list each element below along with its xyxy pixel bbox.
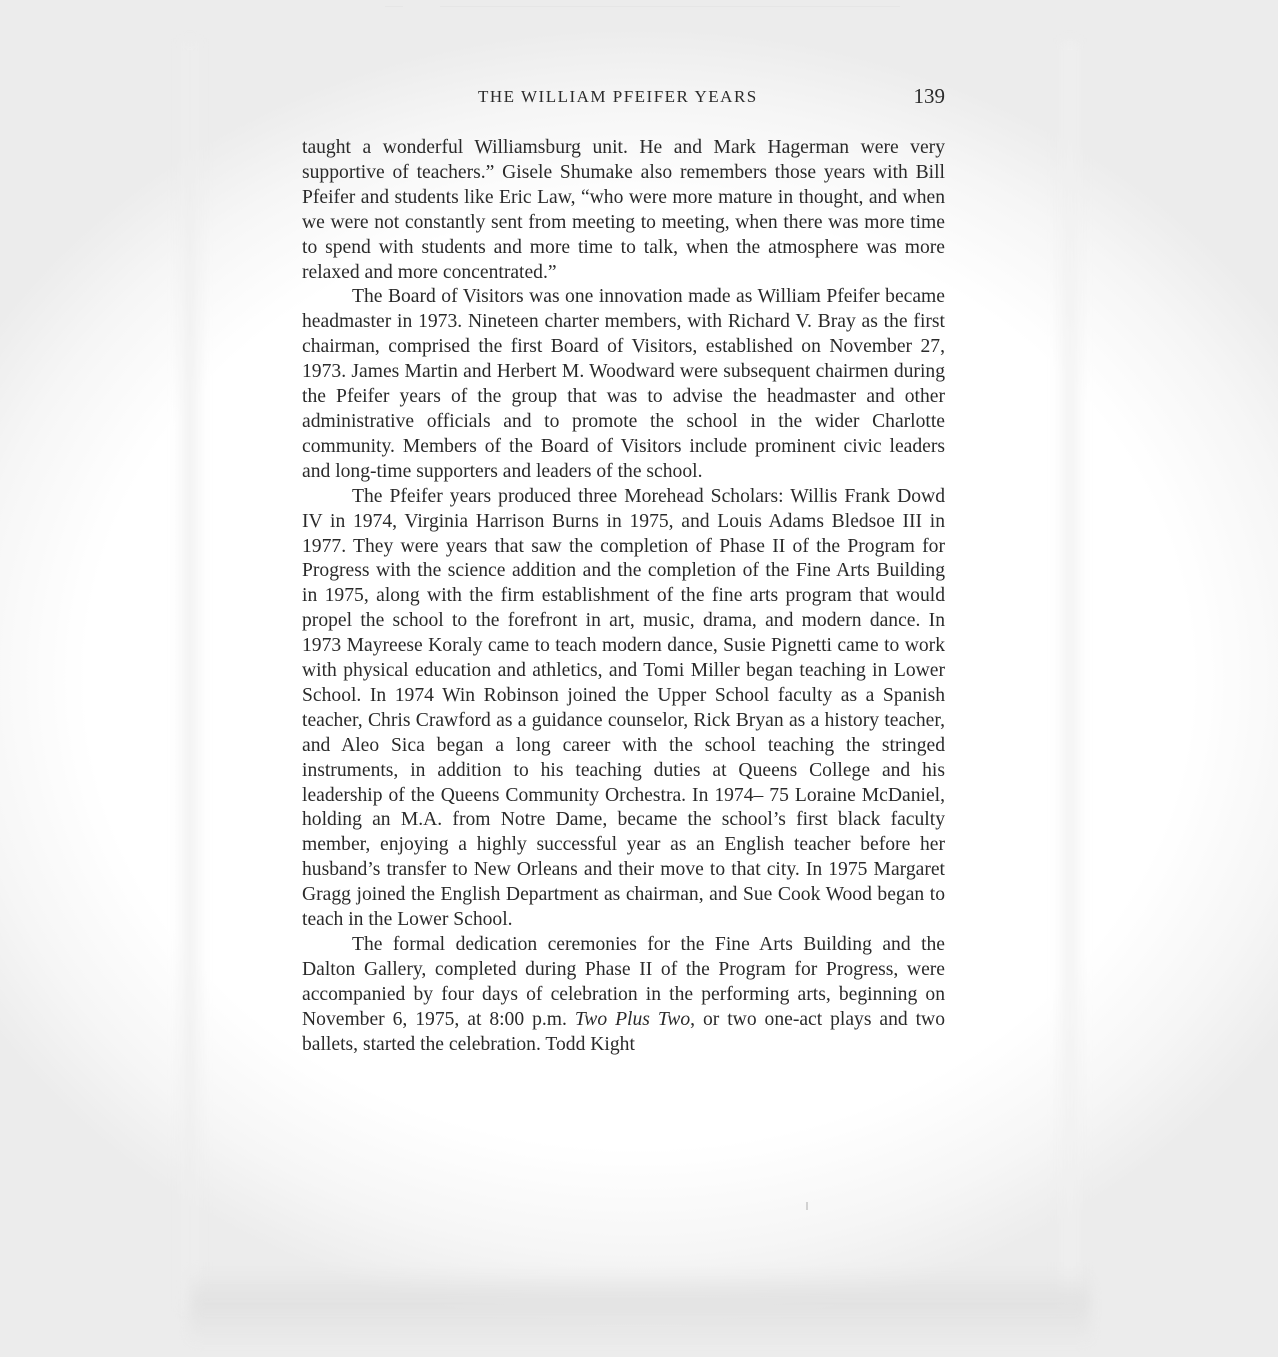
body-text — [302, 136, 945, 1058]
paragraph-text: The formal dedication ceremonies for the Fine Arts Building and the Dalton Gallery, completed during Phase II of the Program for Progress, were accompanied by four days of celebration in the performing arts, beginning on November 6, 1975, at 8:00 p.m. — [302, 934, 945, 1030]
scan-speck — [806, 1202, 808, 1210]
paragraph — [302, 285, 945, 484]
scan-edge-shadow-bottom — [190, 1270, 1090, 1340]
scan-artifact-top-left — [385, 6, 403, 7]
page-number: 139 — [913, 84, 945, 108]
running-head — [300, 84, 945, 112]
paragraph — [302, 485, 945, 933]
paragraph-text: The Pfeifer years produced three Morehead Scholars: Willis Frank Dowd IV in 1974, Virginia Harrison Burns in 1975, and Louis Adams Bledsoe III in 1977. They were years that saw the completion of Phase II of the Program for Progress with the science addition and the completion of the Fine Arts Building in 1975, along with the firm establishment of the fine arts program that would propel the school to the forefront in art, music, drama, and modern dance. In 1973 Mayreese Koraly came to teach modern dance, Susie Pignetti came to work with physical education and athletics, and Tomi Miller began teaching in Lower School. In 1974 Win Robinson joined the Upper School faculty as a Spanish teacher, Chris Crawford as a guidance counselor, Rick Bryan as a history teacher, and Aleo Sica began a long career with the school teaching the stringed instruments, in addition to his teaching duties at Queens College and his leadership of the Queens Community Orchestra. In 1974– 75 Loraine McDaniel, holding an M.A. from Notre Dame, became the school’s first black faculty member, enjoying a highly successful year as an English teacher before her husband’s transfer to New Orleans and their move to that city. In 1975 Margaret Gragg joined the English Department as chairman, and Sue Cook Wood began to teach in the Lower School. — [302, 485, 945, 931]
scan-edge-shadow-left — [175, 40, 205, 1310]
paragraph-text: taught a wonderful Williamsburg unit. He and Mark Hagerman were very supportive of teachers.” Gisele Shumake also remembers those years with Bill Pfeifer and students like Eric Law, “who were more mature in thought, and when we were not constantly sent from meeting to meeting, when there was more time to spend with students and more time to talk, when the atmosphere was more relaxed and more concentrated.” — [302, 137, 945, 283]
paragraph — [302, 933, 945, 1058]
italic-title: Two Plus Two — [574, 1008, 691, 1030]
running-head-title: THE WILLIAM PFEIFER YEARS — [478, 87, 758, 106]
paragraph — [302, 136, 945, 285]
scan-artifact-top-rule — [440, 6, 900, 7]
paragraph-text: , or two one-act plays and two ballets, started the celebration. Todd Kight — [302, 1008, 946, 1055]
paragraph-text: The Board of Visitors was one innovation made as William Pfeifer became headmaster in 1973. Nineteen charter members, with Richard V. Bray as the first chairman, comprised the first Board of Visitors, established on November 27, 1973. James Martin and Herbert M. Woodward were subsequent chairmen during the Pfeifer years of the group that was to advise the headmaster and other administrative officials and to promote the school in the wider Charlotte community. Members of the Board of Visitors include prominent civic leaders and long-time supporters and leaders of the school. — [302, 286, 945, 482]
scan-edge-shadow-right — [1055, 40, 1085, 1310]
